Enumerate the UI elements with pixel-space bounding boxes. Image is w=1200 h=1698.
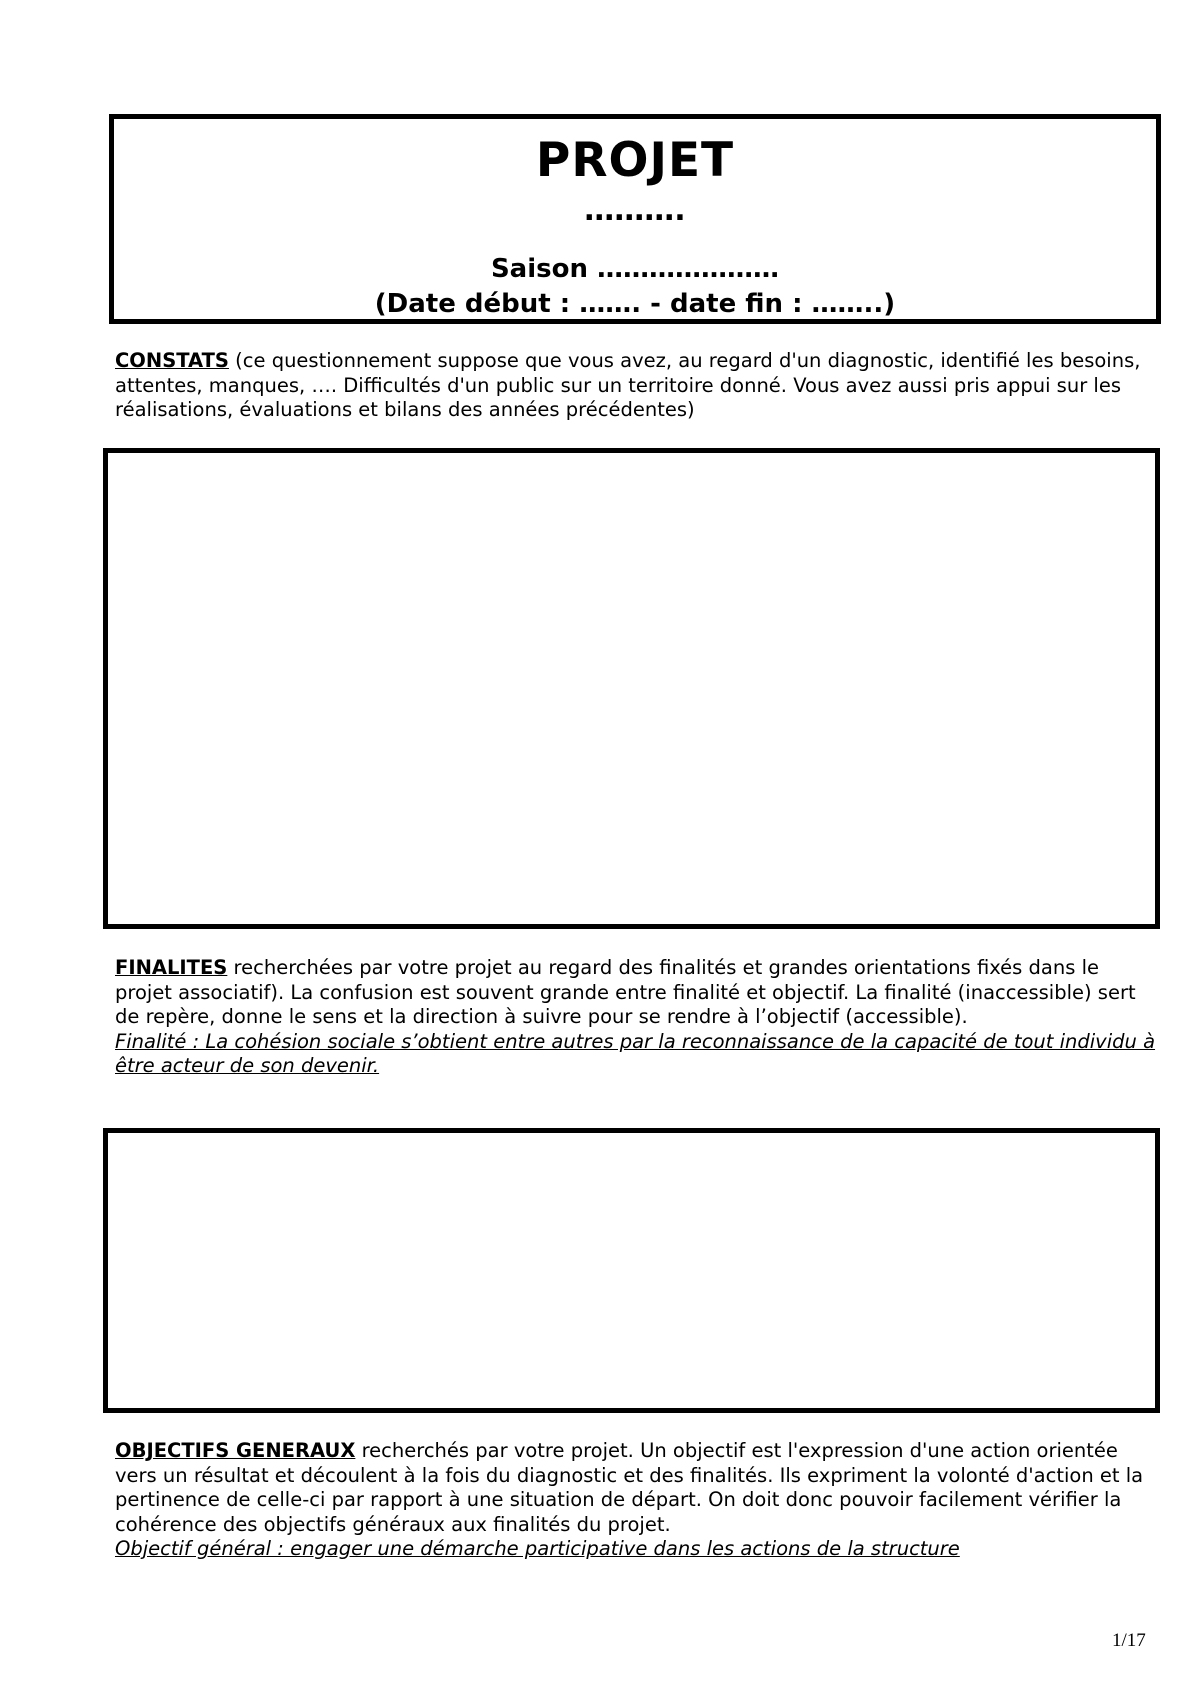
finalites-section [115,956,1160,1079]
page-number: 1/17 [1112,1630,1146,1651]
finalites-text: recherchées par votre projet au regard des finalités et grandes orientations fixés dans le projet associatif). La confusion est souvent grande entre finalité et objectif. La finalité (inaccessible) sert de repère, donne le sens et la direction à suivre pour se rendre à l’objectif (accessible). [115,956,1136,1028]
constats-heading: CONSTATS [115,349,229,372]
project-title: PROJET [535,133,735,188]
constats-text: (ce questionnement suppose que vous avez, au regard d'un diagnostic, identifié les besoins, attentes, manques, …. Difficultés d'un public sur un territoire donné. Vous avez aussi pris appui sur les réalisations, évaluations et bilans des années précédentes) [115,349,1141,421]
finalites-answer-box[interactable] [103,1128,1160,1413]
finalites-heading: FINALITES [115,956,228,979]
constats-answer-box[interactable] [103,448,1160,929]
finalites-example: Finalité : La cohésion sociale s’obtient entre autres par la reconnaissance de la capacité de tout individu à être acteur de son devenir. [115,1029,1156,1077]
objectifs-text: recherchés par votre projet. Un objectif est l'expression d'une action orientée vers un résultat et découlent à la fois du diagnostic et des finalités. Ils expriment la volonté d'action et la pertinence de celle-ci par rapport à une situation de départ. On doit donc pouvoir facilement vérifier la cohérence des objectifs généraux aux finalités du projet. [115,1439,1144,1536]
objectifs-example: Objectif général : engager une démarche participative dans les actions de la structure [115,1537,960,1560]
objectifs-heading: OBJECTIFS GENERAUX [115,1439,356,1462]
project-name-placeholder: ………. [584,193,686,228]
constats-section [115,349,1160,423]
dates-line: (Date début : ……. - date fin : ……..) [374,289,896,319]
season-line: Saison ………………… [490,254,780,284]
project-title-box [109,114,1161,324]
objectifs-section [115,1439,1160,1562]
